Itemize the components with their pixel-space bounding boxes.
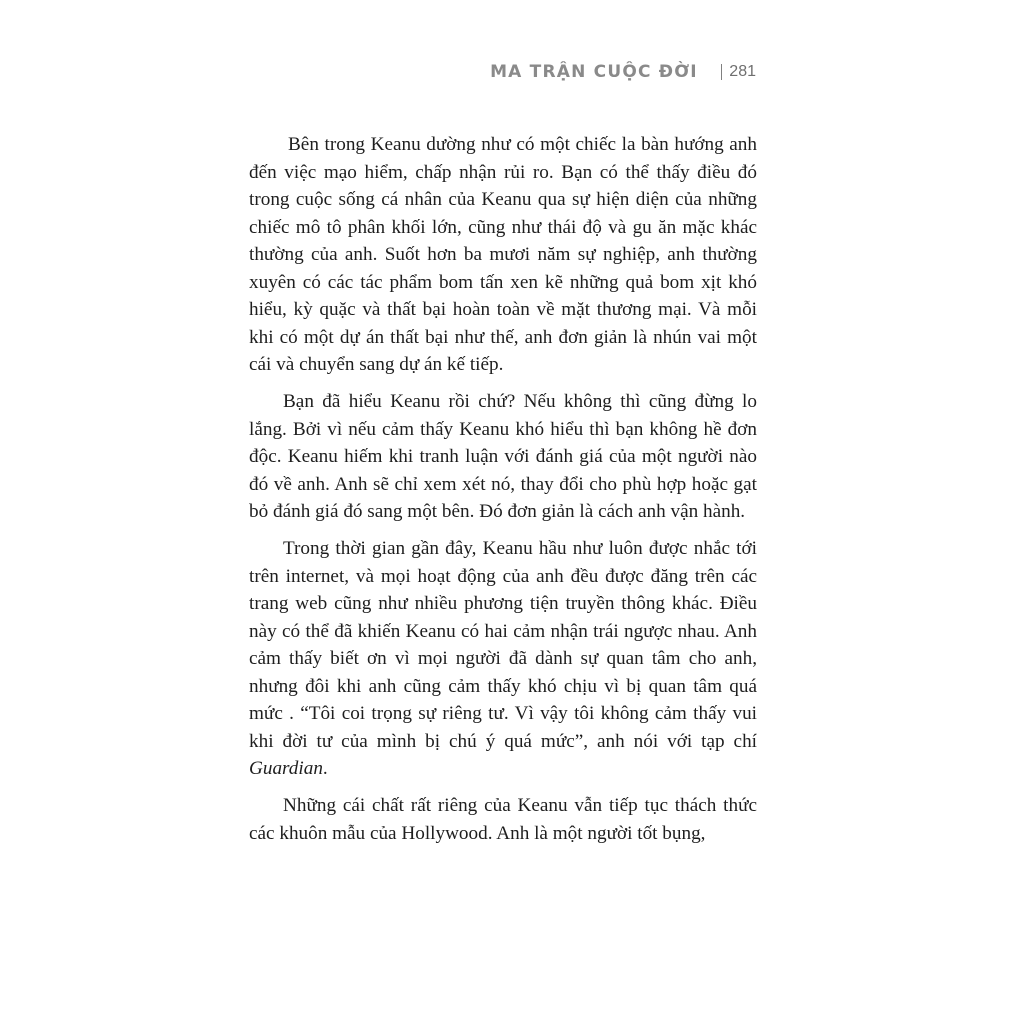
running-header bbox=[490, 62, 756, 82]
paragraph-1: Bên trong Keanu dường như có một chiếc la bàn hướng anh đến việc mạo hiểm, chấp nhận rủi ro. Bạn có thể thấy điều đó trong cuộc sống cá nhân của Keanu qua sự hiện diện của những chiếc mô tô phân khối lớn, cũng như thái độ và gu ăn mặc khác thường của anh. Suốt hơn ba mươi năm sự nghiệp, anh thường xuyên có các tác phẩm bom tấn xen kẽ những quả bom xịt khó hiểu, kỳ quặc và thất bại hoàn toàn về mặt thương mại. Và mỗi khi có một dự án thất bại như thế, anh đơn giản là nhún vai một cái và chuyển sang dự án kế tiếp. bbox=[249, 134, 757, 375]
page-number: 281 bbox=[729, 63, 756, 80]
paragraph-3-end: . bbox=[322, 758, 328, 779]
paragraph-3 bbox=[249, 535, 757, 783]
header-divider bbox=[721, 64, 723, 80]
paragraph-4: Những cái chất rất riêng của Keanu vẫn tiếp tục thách thức các khuôn mẫu của Hollywood. Anh là một người tốt bụng, bbox=[249, 795, 757, 844]
paragraph-2: Bạn đã hiểu Keanu rồi chứ? Nếu không thì cũng đừng lo lắng. Bởi vì nếu cảm thấy Keanu khó hiểu thì bạn không hề đơn độc. Keanu hiếm khi tranh luận với đánh giá của một người nào đó về anh. Anh sẽ chỉ xem xét nó, thay đổi cho phù hợp hoặc gạt bỏ đánh giá đó sang một bên. Đó đơn giản là cách anh vận hành. bbox=[249, 391, 757, 522]
magazine-name: Guardian bbox=[249, 758, 323, 779]
body-text bbox=[249, 131, 757, 857]
book-title: MA TRẬN CUỘC ĐỜI bbox=[490, 62, 698, 82]
paragraph-3-text: Trong thời gian gần đây, Keanu hầu như luôn được nhắc tới trên internet, và mọi hoạt động của anh đều được đăng trên các trang web cũng như nhiều phương tiện truyền thông khác. Điều này có thể đã khiến Keanu có hai cảm nhận trái ngược nhau. Anh cảm thấy biết ơn vì mọi người đã dành sự quan tâm cho anh, nhưng đôi khi anh cũng cảm thấy khó chịu vì bị quan tâm quá mức . “Tôi coi trọng sự riêng tư. Vì vậy tôi không cảm thấy vui khi đời tư của mình bị chú ý quá mức”, anh nói với tạp chí bbox=[249, 538, 757, 752]
